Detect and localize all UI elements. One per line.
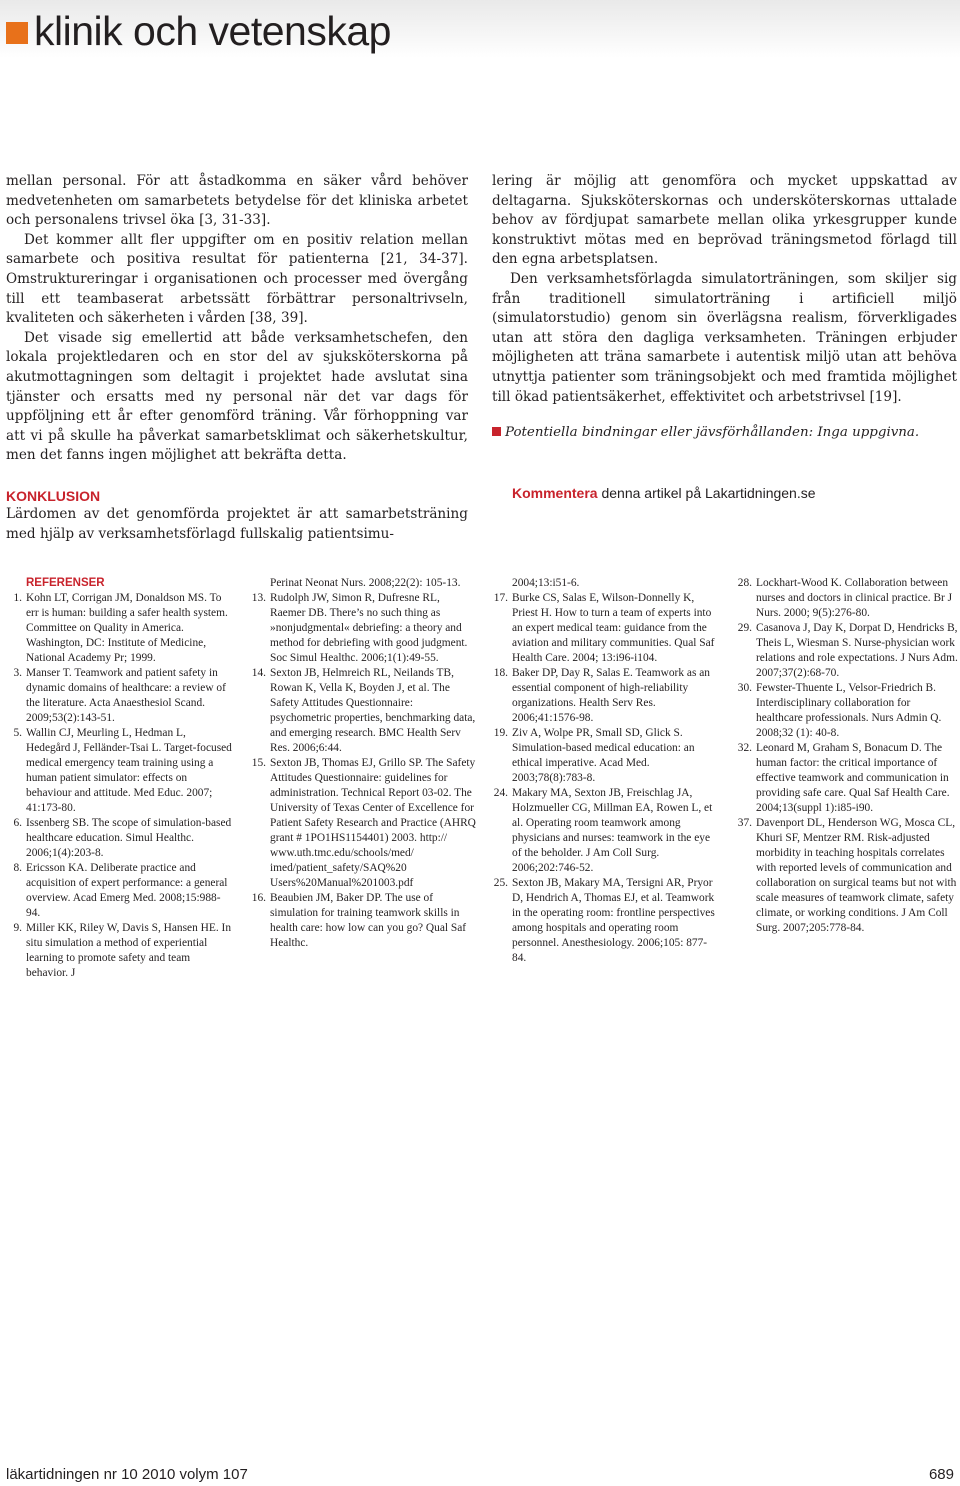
references-heading: REFERENSER xyxy=(26,577,105,589)
footer-journal-info: läkartidningen nr 10 2010 volym 107 xyxy=(6,1466,248,1483)
page-header xyxy=(0,0,960,58)
conclusion-heading: KONKLUSION xyxy=(6,487,101,504)
reference-number: 14 . xyxy=(250,666,266,681)
comment-callout xyxy=(492,484,957,502)
reference-number: 1 . xyxy=(6,591,22,606)
reference-number: 37 . xyxy=(736,816,752,831)
reference-number: 32 . xyxy=(736,741,752,756)
reference-item xyxy=(736,621,958,681)
right-text-column xyxy=(492,172,957,502)
reference-item xyxy=(492,726,718,786)
reference-text: Miller KK, Riley W, Davis S, Hansen HE. In situ simulation a method of experiential learning to promote safety and team behavior. J xyxy=(26,922,232,979)
reference-text: Fewster-Thuente L, Velsor-Friedrich B. Interdisciplinary collaboration for healthcare professionals. Nurs Admin Q. 2008;32 (1): 40-8. xyxy=(756,682,942,739)
reference-item xyxy=(250,666,476,756)
reference-text: Wallin CJ, Meurling L, Hedman L, Hedegård J, Felländer-Tsai L. Target-focused medical emergency team training using a human patient simulator: effects on behaviour and attitude. Med Educ. 2007; 41:173-80. xyxy=(26,727,232,814)
reference-text: Casanova J, Day K, Dorpat D, Hendricks B, Theis L, Wiesman S. Nurse-physician work relations and role expectations. J Nurs Adm. 2007;37(2):68-70. xyxy=(756,622,958,679)
reference-item xyxy=(6,816,232,861)
reference-text: Baker DP, Day R, Salas E. Teamwork as an essential component of high-reliability organizations. Health Serv Res. 2006;41:1576-98. xyxy=(512,667,710,724)
body-paragraph: Det visade sig emellertid att både verksamhetschefen, den lokala projektledaren och en stor del av sjuksköterskorna på akutmottagningen som deltagit i projektet hade avslutat sina tjänster och ersatts med ny personal när det var dags för uppföljning ett år efter genomförd träning. Vår förhoppning var att vi på skulle ha påverkat samarbetsklimat och säkerhetskultur, men det fanns ingen möjlighet att bekräfta detta. xyxy=(6,329,468,464)
references-column-4 xyxy=(736,576,958,936)
reference-item xyxy=(492,666,718,726)
reference-item xyxy=(492,876,718,966)
reference-item xyxy=(6,666,232,726)
reference-number: 8 . xyxy=(6,861,22,876)
reference-number: 6 . xyxy=(6,816,22,831)
reference-number: 25 . xyxy=(492,876,508,891)
reference-item xyxy=(6,921,232,981)
references-column-1 xyxy=(6,576,232,981)
comment-link[interactable]: Kommentera xyxy=(512,485,598,502)
reference-list xyxy=(492,591,718,966)
reference-number: 13 . xyxy=(250,591,266,606)
left-text-column xyxy=(6,172,468,544)
reference-item xyxy=(492,591,718,666)
red-square-icon xyxy=(492,427,501,436)
references-column-2 xyxy=(250,576,476,951)
page-number: 689 xyxy=(928,1466,954,1483)
reference-number: 29 . xyxy=(736,621,752,636)
reference-number: 16 . xyxy=(250,891,266,906)
reference-number: 19 . xyxy=(492,726,508,741)
reference-continuation: 2004;13:i51-6. xyxy=(512,577,580,589)
reference-text: Rudolph JW, Simon R, Dufresne RL, Raemer DB. There’s no such thing as »nonjudgmental« debriefing: a theory and method for debriefing with good judgment. Soc Simul Healthc. 2006;1(1):49-55. xyxy=(270,592,468,664)
reference-item xyxy=(736,816,958,936)
conflict-text: Potentiella bindningar eller jävsförhållanden: Inga uppgivna. xyxy=(505,425,920,441)
reference-text: Sexton JB, Makary MA, Tersigni AR, Pryor D, Hendrich A, Thomas EJ, et al. Teamwork in the operating room: frontline perspectives among hospitals and operating room personnel. Anesthesiology. 2006;105: 877-84. xyxy=(512,877,715,964)
conflict-of-interest-note xyxy=(492,423,957,442)
orange-square-icon xyxy=(6,22,28,44)
reference-number: 9 . xyxy=(6,921,22,936)
body-paragraph: lering är möjlig att genomföra och mycket uppskattad av deltagarna. Sjuksköterskornas och undersköterskornas uttalade behov av fördjupat samarbete mellan olika yrkesgrupper kunde konstruktivt mötas med en beprövad träningsmetod förlagd till den egna arbetsplatsen. xyxy=(492,173,957,268)
reference-text: Burke CS, Salas E, Wilson-Donnelly K, Priest H. How to turn a team of experts into an expert medical team: guidance from the aviation and military communities. Qual Saf Health Care. 2004; 13:i96-i104. xyxy=(512,592,715,664)
reference-list xyxy=(250,591,476,951)
reference-text: Ericsson KA. Deliberate practice and acquisition of expert performance: a general overview. Acad Emerg Med. 2008;15:988-94. xyxy=(26,862,228,919)
reference-text: Davenport DL, Henderson WG, Mosca CL, Khuri SF, Mentzer RM. Risk-adjusted morbidity in teaching hospitals correlates with reported levels of communication and collaboration on surgical teams but not with scale measures of teamwork climate, safety climate, or working conditions. J Am Coll Surg. 2007;205:778-84. xyxy=(756,817,957,934)
reference-text: Issenberg SB. The scope of simulation-based healthcare education. Simul Healthc. 2006;1(4):203-8. xyxy=(26,817,232,859)
body-paragraph: Den verksamhetsförlagda simulatorträningen, som skiljer sig från traditionell simulatorträning i artificiell miljö (simulatorstudio) genom sin överlägsna realism, förverkligades utan att störa den dagliga verksamheten. Träningen erbjuder möjligheten att träna samarbete i autentisk miljö utan att behöva utnyttja patienter som träningsobjekt och med framtida möjlighet till ökad patientsäkerhet, effektivitet och arbetstrivsel [19]. xyxy=(492,270,957,405)
comment-text: denna artikel på Lakartidningen.se xyxy=(597,485,816,502)
reference-text: Manser T. Teamwork and patient safety in dynamic domains of healthcare: a review of the literature. Acta Anaesthesiol Scand. 2009;53(2):143-51. xyxy=(26,667,226,724)
references-column-3 xyxy=(492,576,718,966)
reference-text: Lockhart-Wood K. Collaboration between nurses and doctors in clinical practice. Br J Nurs. 2000; 9(5):276-80. xyxy=(756,577,953,619)
reference-list xyxy=(6,591,232,981)
section-title: klinik och vetenskap xyxy=(34,8,391,54)
reference-number: 3 . xyxy=(6,666,22,681)
reference-number: 24 . xyxy=(492,786,508,801)
reference-number: 15 . xyxy=(250,756,266,771)
reference-item xyxy=(492,786,718,876)
reference-item xyxy=(250,591,476,666)
reference-number: 30 . xyxy=(736,681,752,696)
reference-item xyxy=(736,576,958,621)
reference-number: 5 . xyxy=(6,726,22,741)
reference-number: 28 . xyxy=(736,576,752,591)
reference-text: Ziv A, Wolpe PR, Small SD, Glick S. Simulation-based medical education: an ethical imperative. Acad Med. 2003;78(8):783-8. xyxy=(512,727,695,784)
reference-text: Leonard M, Graham S, Bonacum D. The human factor: the critical importance of effective teamwork and communication in providing safe care. Qual Saf Health Care. 2004;13(suppl 1):i85-i90. xyxy=(756,742,950,814)
reference-item xyxy=(250,756,476,891)
reference-list xyxy=(736,576,958,936)
reference-text: Makary MA, Sexton JB, Freischlag JA, Holzmueller CG, Millman EA, Rowen L, et al. Operating room teamwork among physicians and nurses: teamwork in the eye of the beholder. J Am Coll Surg. 2006;202:746-52. xyxy=(512,787,713,874)
body-paragraph: mellan personal. För att åstadkomma en säker vård behöver medvetenheten om samarbetets betydelse för det kliniska arbetet och personalens trivsel öka [3, 31-33]. xyxy=(6,173,468,229)
reference-text: Kohn LT, Corrigan JM, Donaldson MS. To err is human: building a safer health system. Committee on Quality in America. Washington, DC: Institute of Medicine, National Academy Pr; 1999. xyxy=(26,592,228,664)
conclusion-paragraph: Lärdomen av det genomförda projektet är att samarbetsträning med hjälp av verksamhetsförlagd fullskalig patientsimu- xyxy=(6,505,468,542)
reference-text: Sexton JB, Thomas EJ, Grillo SP. The Safety Attitudes Questionnaire: guidelines for administration. Technical Report 03-02. The University of Texas Center of Excellence for Patient Safety Research and Practice (AHRQ grant # 1PO1HS1154401) 2003. http:// www.uth.tmc.edu/schools/med/ imed/patient_safety/SAQ%20 Users%20Manual%201003.pdf xyxy=(270,757,476,889)
reference-item xyxy=(6,591,232,666)
reference-item xyxy=(736,681,958,741)
reference-item xyxy=(6,861,232,921)
reference-text: Sexton JB, Helmreich RL, Neilands TB, Rowan K, Vella K, Boyden J, et al. The Safety Attitudes Questionnaire: psychometric properties, benchmarking data, and emerging research. BMC Health Serv Res. 2006;6:44. xyxy=(270,667,476,754)
reference-item xyxy=(250,891,476,951)
reference-item xyxy=(6,726,232,816)
reference-continuation: Perinat Neonat Nurs. 2008;22(2): 105-13. xyxy=(270,577,461,589)
reference-number: 17 . xyxy=(492,591,508,606)
body-paragraph: Det kommer allt fler uppgifter om en positiv relation mellan samarbete och positiva resultat för patienterna [21, 34-37]. Omstruktureringar i organisationen och processer med övergång till ett teambaserat arbetssätt förbättrar personaltrivseln, kvaliteten och säkerheten i vården [38, 39]. xyxy=(6,231,468,327)
reference-text: Beaubien JM, Baker DP. The use of simulation for training teamwork skills in health care: how low can you go? Qual Saf Healthc. xyxy=(270,892,467,949)
reference-number: 18 . xyxy=(492,666,508,681)
reference-item xyxy=(736,741,958,816)
